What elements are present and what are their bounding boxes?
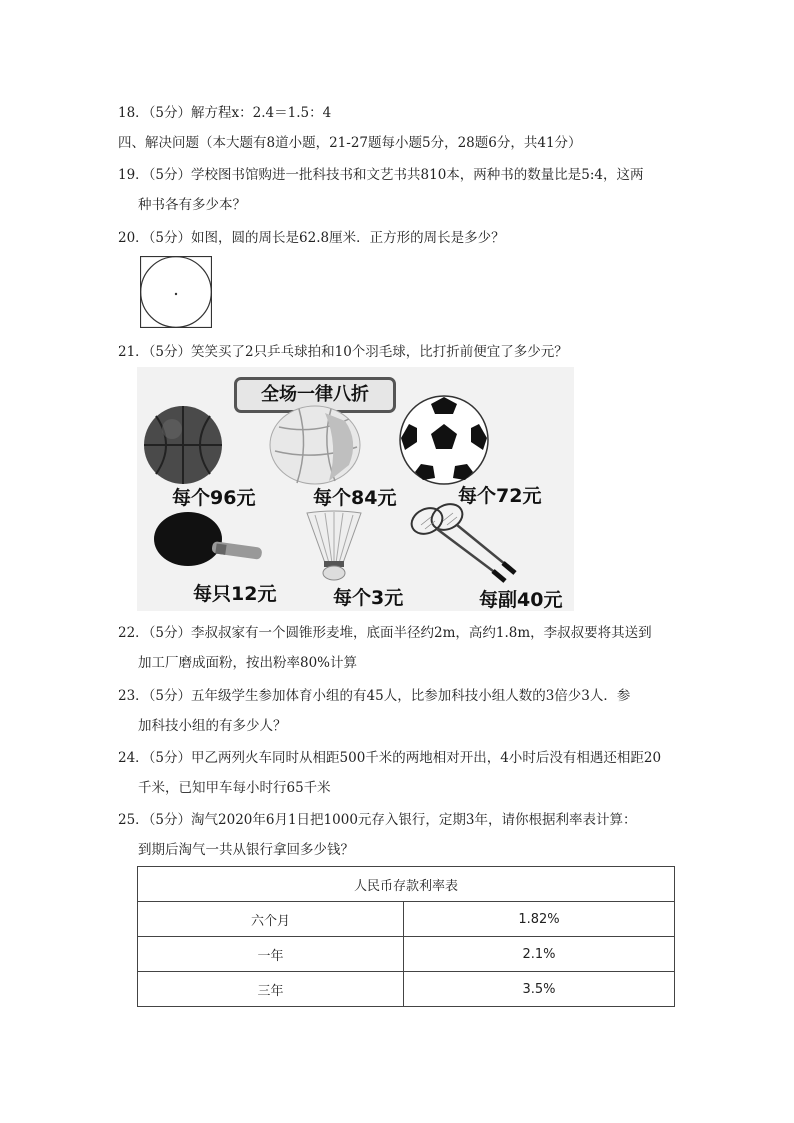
- question-25-line1: 25．（5分）淘气2020年6月1日把1000元存入银行，定期3年，请你根据利率表计算：: [118, 812, 637, 828]
- question-24-line2: 千米，已知甲车每小时行65千米: [138, 780, 331, 796]
- table-row: [138, 972, 675, 1007]
- interest-rate-table: [137, 866, 675, 1007]
- question-22-line1: 22．（5分）李叔叔家有一个圆锥形麦堆，底面半径约2m，高约1.8m，李叔叔要将其送到: [118, 625, 652, 641]
- price-racket: 每副40元: [479, 589, 563, 611]
- question-21: 21．（5分）笑笑买了2只乒乓球拍和10个羽毛球，比打折前便宜了多少元？: [118, 344, 568, 360]
- circle-in-square-figure: [140, 256, 212, 328]
- term-cell: 六个月: [138, 902, 404, 937]
- rate-cell: 2.1%: [404, 937, 675, 972]
- question-19-line1: 19．（5分）学校图书馆购进一批科技书和文艺书共810本，两种书的数量比是5:4，这两: [118, 167, 644, 183]
- question-18: 18．（5分）解方程x：2.4＝1.5：4: [118, 105, 332, 121]
- shuttlecock-icon: [303, 509, 365, 581]
- circle-shape: [141, 257, 212, 328]
- section-4-heading: 四、解决问题（本大题有8道小题，21-27题每小题5分，28题6分，共41分）: [118, 135, 582, 151]
- question-19-line2: 种书各有多少本？: [138, 197, 246, 213]
- price-football: 每个72元: [458, 485, 542, 507]
- table-title: 人民币存款利率表: [138, 867, 675, 902]
- football-icon: [399, 394, 489, 486]
- question-25-line2: 到期后淘气一共从银行拿回多少钱？: [138, 842, 354, 858]
- price-shuttlecock: 每个3元: [333, 587, 404, 609]
- table-title-row: [138, 867, 675, 902]
- rate-cell: 1.82%: [404, 902, 675, 937]
- question-20: 20．（5分）如图，圆的周长是62.8厘米．正方形的周长是多少？: [118, 230, 505, 246]
- table-row: [138, 937, 675, 972]
- rate-cell: 3.5%: [404, 972, 675, 1007]
- price-volleyball: 每个84元: [313, 487, 397, 509]
- question-24-line1: 24．（5分）甲乙两列火车同时从相距500千米的两地相对开出，4小时后没有相遇还相距20: [118, 750, 662, 766]
- question-23-line2: 加科技小组的有多少人？: [138, 718, 287, 734]
- discount-banner: 全场一律八折: [234, 377, 396, 413]
- price-basketball: 每个96元: [172, 487, 256, 509]
- basketball-icon: [142, 404, 224, 486]
- circle-center-dot: [175, 293, 177, 295]
- volleyball-icon: [269, 405, 361, 485]
- question-23-line1: 23．（5分）五年级学生参加体育小组的有45人，比参加科技小组人数的3倍少3人．参: [118, 688, 631, 704]
- term-cell: 一年: [138, 937, 404, 972]
- ping-pong-paddle-icon: [153, 511, 269, 571]
- price-paddle: 每只12元: [193, 583, 277, 605]
- sports-price-figure: [137, 367, 574, 611]
- table-row: [138, 902, 675, 937]
- question-22-line2: 加工厂磨成面粉，按出粉率80%计算: [138, 655, 358, 671]
- term-cell: 三年: [138, 972, 404, 1007]
- badminton-racket-icon: [397, 503, 519, 587]
